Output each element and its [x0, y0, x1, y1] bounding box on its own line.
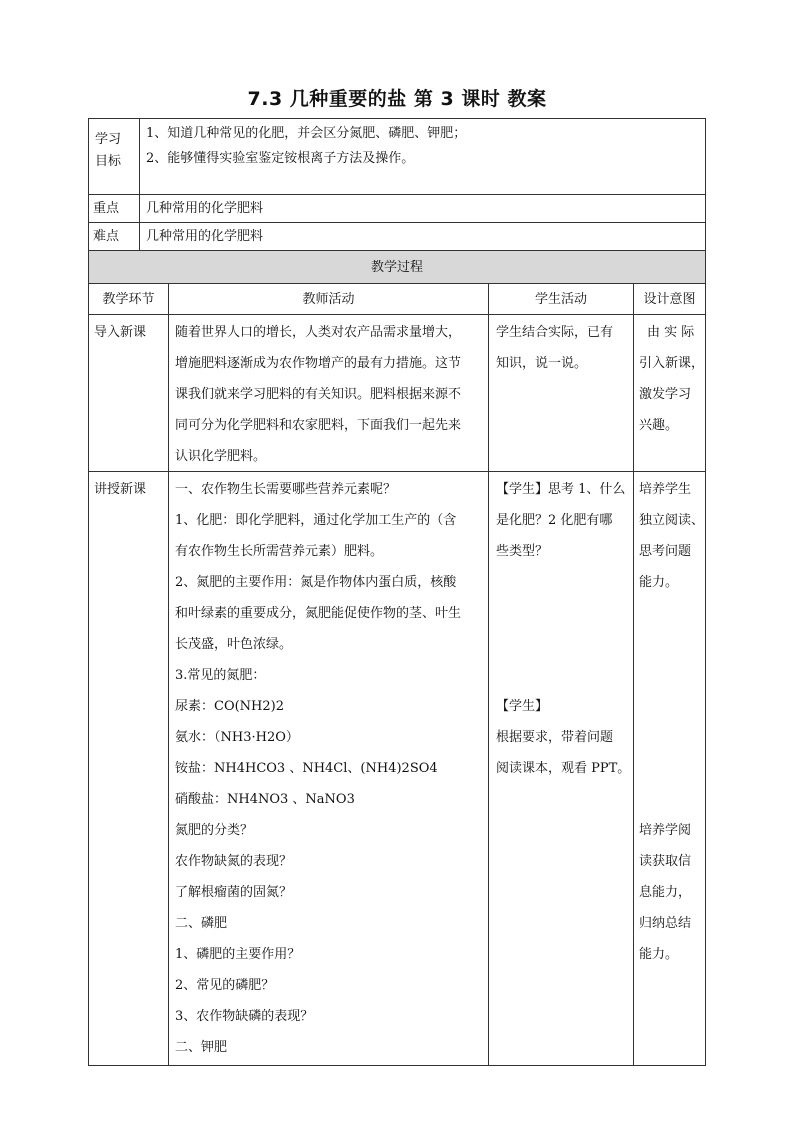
text-line: 尿素：CO(NH2)2 — [175, 699, 285, 714]
text-line: 学生结合实际，已有 — [496, 325, 614, 340]
teacher-activity-intro — [168, 314, 489, 472]
text-line: 阅读课本，观看 PPT。 — [496, 761, 631, 776]
text-line: 1、磷肥的主要作用？ — [175, 947, 301, 962]
text-line: 能力。 — [639, 575, 679, 590]
text-line: 【学生】思考 1、什么 — [496, 482, 626, 497]
text-line: 随着世界人口的增长，人类对农产品需求量增大， — [175, 325, 462, 340]
text-line: 长茂盛，叶色浓绿。 — [175, 637, 293, 652]
objective-item: 1、知道几种常见的化肥，并会区分氮肥、磷肥、钾肥； — [146, 126, 467, 141]
text-line: 硝酸盐：NH4NO3 、NaNO3 — [175, 792, 355, 807]
student-activity-intro — [488, 314, 634, 472]
text-line: 农作物缺氮的表现？ — [175, 854, 293, 869]
text-line: 认识化学肥料。 — [175, 449, 267, 464]
objective-item: 2、能够懂得实验室鉴定铵根离子方法及操作。 — [146, 151, 415, 166]
text-line: 【学生】 — [496, 699, 549, 714]
text-line: 2、氮肥的主要作用：氮是作物体内蛋白质，核酸 — [175, 575, 457, 590]
text-line: 兴趣。 — [639, 418, 679, 433]
text-line: 能力。 — [639, 947, 679, 962]
stage-new-lesson: 讲授新课 — [88, 471, 169, 1066]
text-line: 激发学习 — [639, 387, 692, 402]
difficulty-text: 几种常用的化学肥料 — [139, 222, 706, 251]
text-line: 引入新课， — [639, 356, 705, 371]
text-line: 一、农作物生长需要哪些营养元素呢？ — [175, 482, 397, 497]
text-line: 息能力， — [639, 885, 692, 900]
text-line: 培养学阅 — [639, 823, 692, 838]
difficulty-label: 难点 — [88, 222, 140, 251]
text-line: 些类型？ — [496, 544, 549, 559]
process-header: 教学过程 — [88, 250, 706, 284]
text-line: 2、常见的磷肥？ — [175, 978, 275, 993]
text-line: 有农作物生长所需营养元素）肥料。 — [175, 544, 384, 559]
text-line: 知识，说一说。 — [496, 356, 588, 371]
text-line: 培养学生 — [639, 482, 692, 497]
stage-intro: 导入新课 — [88, 314, 169, 472]
column-header-stage: 教学环节 — [88, 283, 169, 315]
text-line: 氨水：（NH3·H2O） — [175, 730, 299, 745]
key-point-text: 几种常用的化学肥料 — [139, 194, 706, 223]
page-title: 7.3 几种重要的盐 第 3 课时 教案 — [247, 88, 547, 110]
spacer — [496, 567, 628, 691]
text-line: 根据要求，带着问题 — [496, 730, 614, 745]
column-header-student: 学生活动 — [488, 283, 634, 315]
student-activity-new-lesson — [488, 471, 634, 1066]
text-line: 氮肥的分类？ — [175, 823, 254, 838]
spacer — [639, 598, 700, 815]
objectives-label: 学习目标 — [88, 118, 140, 195]
text-line: 归纳总结 — [639, 916, 692, 931]
text-line: 和叶绿素的重要成分，氮肥能促使作物的茎、叶生 — [175, 606, 462, 621]
teacher-activity-new-lesson — [168, 471, 489, 1066]
text-line: 了解根瘤菌的固氮？ — [175, 885, 293, 900]
text-line: 读获取信 — [639, 854, 692, 869]
design-intent-intro — [633, 314, 706, 472]
text-line: 二、磷肥 — [175, 916, 228, 931]
text-line: 由 实 际 — [647, 325, 695, 340]
design-intent-new-lesson — [633, 471, 706, 1066]
text-line: 是化肥？2 化肥有哪 — [496, 513, 613, 528]
objectives-content — [139, 118, 706, 195]
column-header-intent: 设计意图 — [633, 283, 706, 315]
text-line: 课我们就来学习肥料的有关知识。肥料根据来源不 — [175, 387, 462, 402]
text-line: 二、钾肥 — [175, 1040, 228, 1055]
column-header-teacher: 教师活动 — [168, 283, 489, 315]
text-line: 3、农作物缺磷的表现？ — [175, 1009, 314, 1024]
text-line: 3.常见的氮肥： — [175, 668, 266, 683]
text-line: 铵盐：NH4HCO3 、NH4Cl、(NH4)2SO4 — [175, 761, 438, 776]
text-line: 增施肥料逐渐成为农作物增产的最有力措施。这节 — [175, 356, 462, 371]
text-line: 思考问题 — [639, 544, 692, 559]
text-line: 独立阅读、 — [639, 513, 705, 528]
key-point-label: 重点 — [88, 194, 140, 223]
text-line: 1、化肥：即化学肥料，通过化学加工生产的（含 — [175, 513, 457, 528]
text-line: 同可分为化学肥料和农家肥料，下面我们一起先来 — [175, 418, 462, 433]
